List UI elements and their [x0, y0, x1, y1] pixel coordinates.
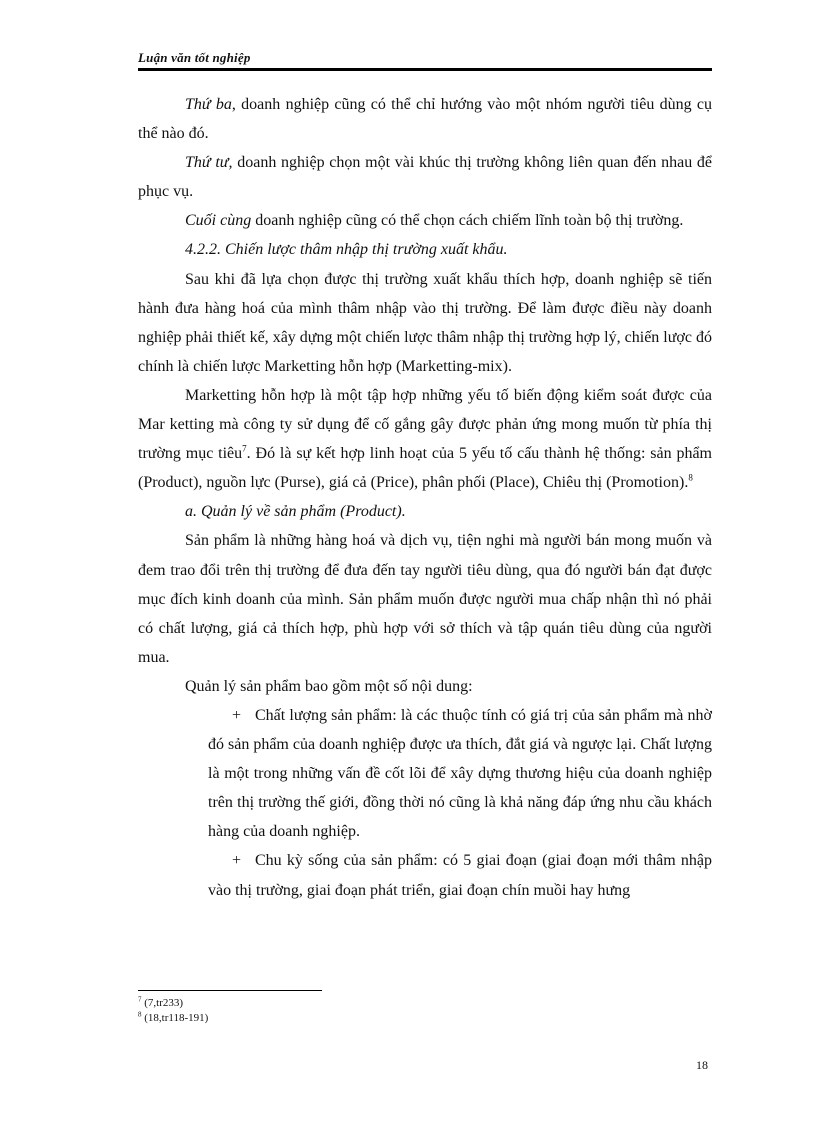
text-thu-ba: , doanh nghiệp cũng có thể chỉ hướng vào một nhóm người tiêu dùng cụ thể nào đó.: [138, 96, 713, 143]
footnote-item: [138, 996, 208, 1011]
footnote-ref-8: 8: [688, 472, 693, 483]
paragraph-cuoi-cung: [138, 206, 712, 235]
subheading-product: a. Quản lý về sản phẩm (Product).: [185, 503, 406, 521]
bullet-item: [138, 846, 712, 904]
paragraph-thu-tu: [138, 148, 712, 206]
running-header: Luận văn tốt nghiệp: [138, 50, 251, 65]
bullet-marker: +: [232, 852, 242, 870]
footnote-number: 7: [138, 995, 142, 1004]
footnotes: [138, 996, 208, 1026]
paragraph-thu-ba: [138, 90, 712, 148]
paragraph-market-entry: Sau khi đã lựa chọn được thị trường xuất khẩu thích hợp, doanh nghiệp sẽ tiến hành đưa hàng hoá của mình thâm nhập vào thị trường. Để làm được điều này doanh nghiệp phải thiết kế, xây dựng một chiến lược thâm nhập thị trường hợp lý, chiến lược đó chính là chiến lược Marketting hỗn hợp (Marketting-mix).: [138, 270, 712, 375]
lead-thu-ba: Thứ ba: [185, 96, 232, 113]
bullet-item: [138, 701, 712, 846]
text-thu-tu: doanh nghiệp chọn một vài khúc thị trường không liên quan đến nhau để phục vụ.: [138, 154, 713, 201]
bullet-text: Chu kỳ sống của sản phẩm: có 5 giai đoạn (giai đoạn mới thâm nhập vào thị trường, giai đoạn phát triển, giai đoạn chín muồi hay hưng: [208, 852, 712, 899]
page-number: 18: [696, 1058, 708, 1072]
section-heading-4-2-2: 4.2.2. Chiến lược thâm nhập thị trường xuất khẩu.: [185, 241, 508, 259]
header-rule: [138, 68, 712, 71]
bullet-text: Chất lượng sản phẩm: là các thuộc tính có giá trị của sản phẩm mà nhờ đó sản phẩm của doanh nghiệp được ưa thích, đắt giá và ngược lại. Chất lượng là một trong những vấn đề cốt lõi để xây dựng thương hiệu của doanh nghiệp trên thị trường thế giới, đồng thời nó cũng là khả năng đáp ứng nhu cầu khách hàng của doanh nghiệp.: [208, 706, 712, 841]
paragraph-product-management: Quản lý sản phẩm bao gồm một số nội dung:: [185, 677, 473, 695]
footnote-rule: [138, 990, 322, 991]
text-cuoi-cung: doanh nghiệp cũng có thể chọn cách chiếm lĩnh toàn bộ thị trường.: [251, 212, 684, 230]
lead-cuoi-cung: Cuối cùng: [185, 212, 252, 230]
page-body: [138, 90, 712, 905]
footnote-ref-7: 7: [242, 443, 247, 454]
paragraph-product: Sản phẩm là những hàng hoá và dịch vụ, tiện nghi mà người bán mong muốn và đem trao đổi trên thị trường để đưa đến tay người tiêu dùng, qua đó người bán đạt được mục đích kinh doanh của mình. Sản phẩm muốn được người mua chấp nhận thì nó phải có chất lượng, giá cả thích hợp, phù hợp với sở thích và tập quán tiêu dùng của người mua.: [138, 532, 712, 666]
footnote-text: (7,tr233): [141, 997, 184, 1009]
footnote-text: (18,tr118-191): [141, 1012, 209, 1024]
footnote-item: [138, 1011, 208, 1026]
text-marketing-mix-a: Marketting hỗn hợp là một tập hợp những yếu tố biến động kiểm soát được của Mar ketting mà công ty sử dụng để cố gắng gây được phản ứng mong muốn từ phía thị trường mục tiêu: [138, 386, 712, 463]
paragraph-marketing-mix: [138, 381, 712, 497]
lead-thu-tu: Thứ tư,: [185, 154, 233, 172]
footnote-number: 8: [138, 1010, 142, 1019]
bullet-marker: +: [232, 706, 242, 724]
text-marketing-mix-b: . Đó là sự kết hợp linh hoạt của 5 yếu tố cấu thành hệ thống: sản phẩm (Product), nguồn lực (Purse), giá cả (Price), phân phối (Place), Chiêu thị (Promotion).: [138, 445, 712, 492]
